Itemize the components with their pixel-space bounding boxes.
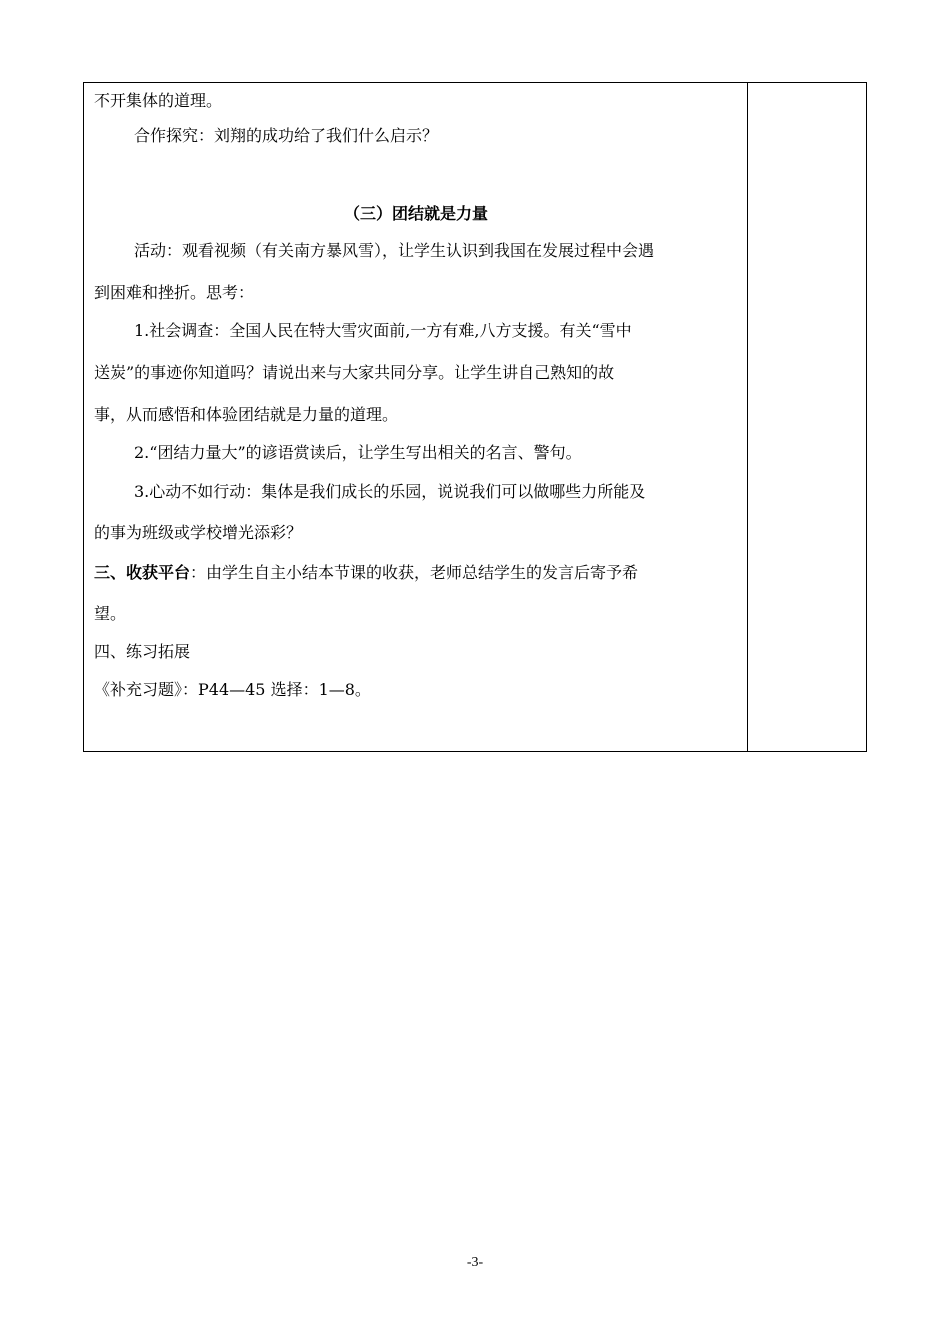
section-heading: 四、练习拓展 bbox=[94, 642, 191, 661]
text-line: 到困难和挫折。思考： bbox=[94, 283, 255, 302]
section-heading: 三、收获平台 bbox=[94, 563, 191, 582]
text-line: 的事为班级或学校增光添彩？ bbox=[94, 523, 303, 542]
lesson-table bbox=[83, 82, 867, 752]
text-line: 1.社会调查：全国人民在特大雪灾面前,一方有难,八方支援。有关“雪中 bbox=[134, 321, 632, 340]
text-line: 望。 bbox=[94, 604, 127, 623]
text-line: 《补充习题》：P44—45 选择：1—8。 bbox=[94, 680, 371, 699]
text-line: 2.“团结力量大”的谚语赏读后，让学生写出相关的名言、警句。 bbox=[134, 443, 582, 462]
text-line: 不开集体的道理。 bbox=[94, 91, 223, 110]
text-span: ：由学生自主小结本节课的收获，老师总结学生的发言后寄予希 bbox=[190, 563, 639, 582]
lesson-content-cell bbox=[84, 83, 748, 751]
section-title: （三）团结就是力量 bbox=[343, 204, 488, 223]
page-number: -3- bbox=[466, 1255, 484, 1270]
text-line: 合作探究：刘翔的成功给了我们什么启示？ bbox=[134, 126, 439, 145]
text-line: 活动：观看视频（有关南方暴风雪），让学生认识到我国在发展过程中会遇 bbox=[134, 241, 655, 260]
text-line: 3.心动不如行动：集体是我们成长的乐园，说说我们可以做哪些力所能及 bbox=[134, 482, 646, 501]
harvest-line bbox=[94, 563, 744, 583]
notes-cell bbox=[748, 83, 866, 751]
text-line: 送炭”的事迹你知道吗？请说出来与大家共同分享。让学生讲自己熟知的故 bbox=[94, 363, 615, 382]
text-line: 事，从而感悟和体验团结就是力量的道理。 bbox=[94, 405, 399, 424]
